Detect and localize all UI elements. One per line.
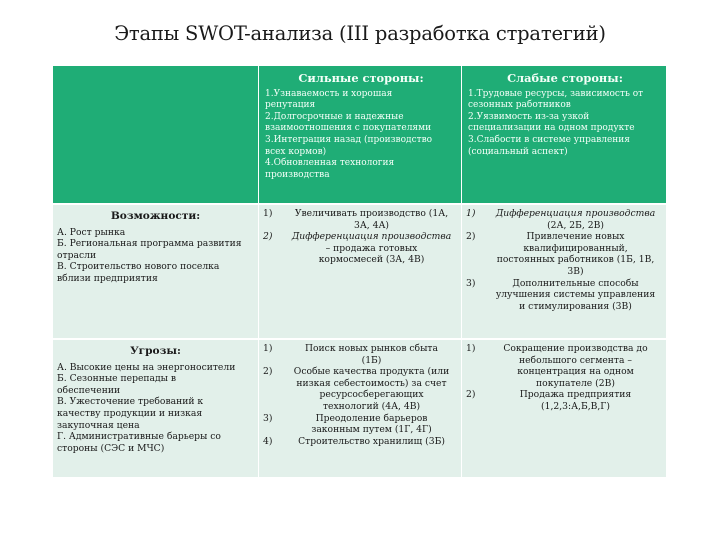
wt-item-line: Сокращение производства до — [503, 343, 648, 354]
threats-header: Угрозы: — [130, 345, 181, 357]
wo-item-number: 3) — [466, 277, 476, 289]
weaknesses-line: 1.Трудовые ресурсы, зависимость от — [468, 88, 644, 99]
strengths-line: 3.Интеграция назад (производство — [265, 134, 433, 145]
wo-item — [466, 231, 663, 277]
strengths-line: 1.Узнаваемость и хорошая — [265, 88, 393, 99]
so-item — [263, 231, 458, 266]
so-item-number: 1) — [263, 208, 273, 219]
wo-item-line: квалифицированный, — [523, 242, 628, 254]
wt-item-line: небольшого сегмента – — [519, 354, 632, 366]
threats-cell — [53, 338, 259, 477]
wt-item-line: Продажа предприятия — [519, 389, 632, 401]
opportunities-cell — [53, 203, 259, 338]
wo-item-line: 3В) — [567, 265, 584, 277]
st-item — [263, 343, 458, 366]
slide-title: Этапы SWOT-анализа (III разработка стратегий) — [114, 22, 606, 45]
st-item-line: законным путем (1Г, 4Г) — [311, 424, 432, 436]
wo-item-line: (2А, 2Б, 2В) — [547, 219, 604, 231]
wo-item-line: Привлечение новых — [526, 231, 625, 243]
corner-cell — [53, 66, 259, 203]
wt-item-line: (1,2,3:А,Б,В,Г) — [541, 400, 610, 412]
swot-table — [53, 66, 666, 477]
wo-item-line: Дополнительные способы — [512, 277, 639, 289]
so-item-line: кормосмесей (3А, 4В) — [318, 254, 425, 266]
opportunities-line: отрасли — [57, 249, 97, 261]
st-item-line: ресурсосберегающих — [319, 389, 424, 401]
table-header-row — [53, 66, 666, 203]
wo-item-number: 2) — [466, 231, 476, 243]
st-item-line: Строительство хранилищ (3Б) — [298, 435, 445, 447]
threats-line: Б. Сезонные перепады в — [57, 373, 177, 385]
threats-line: Г. Административные барьеры со — [57, 431, 221, 443]
weaknesses-line: (социальный аспект) — [468, 146, 568, 157]
wt-item — [466, 389, 663, 412]
wo-item — [466, 208, 663, 231]
threats-line: стороны (СЭС и МЧС) — [57, 442, 165, 454]
wt-strategies-cell — [462, 338, 666, 477]
st-item-line: Особые качества продукта (или — [293, 366, 450, 378]
so-item-line: Увеличивать производство (1А, — [294, 208, 449, 219]
wo-item-line: и стимулирования (3В) — [519, 300, 632, 312]
st-item-line: низкая себестоимость) за счет — [296, 377, 447, 389]
strengths-line: взаимоотношения с покупателями — [265, 123, 432, 134]
weaknesses-cell — [462, 66, 666, 203]
strengths-line: 2.Долгосрочные и надежные — [265, 111, 404, 122]
st-item — [263, 413, 458, 436]
strengths-header: Сильные стороны: — [298, 71, 424, 85]
so-item-line: 3А, 4А) — [353, 219, 390, 231]
wt-item-line: покупателе (2В) — [536, 377, 615, 389]
opportunities-line: Б. Региональная программа развития — [57, 238, 242, 250]
so-item-line: – продажа готовых — [325, 242, 418, 254]
threats-line: качеству продукции и низкая — [57, 407, 203, 419]
weaknesses-line: специализации на одном продукте — [468, 123, 635, 134]
st-item-number: 3) — [263, 412, 273, 424]
opportunities-header: Возможности: — [110, 210, 201, 222]
st-item — [263, 436, 458, 448]
threats-row — [53, 338, 666, 477]
so-item-line: Дифференциация производства — [291, 231, 452, 243]
weaknesses-header: Слабые стороны: — [507, 71, 623, 85]
strengths-line: 4.Обновленная технология — [265, 158, 395, 169]
wo-item-number: 1) — [466, 208, 476, 219]
wo-strategies-cell — [462, 203, 666, 338]
wo-item-line: улучшения системы управления — [495, 289, 656, 301]
st-strategies-cell — [259, 338, 462, 477]
wo-item-line: постоянных работников (1Б, 1В, — [496, 254, 655, 266]
so-item-number: 2) — [263, 231, 273, 243]
wo-item-line: Дифференциация производства — [495, 208, 656, 219]
strengths-line: всех кормов) — [265, 146, 327, 157]
weaknesses-line: 2.Уязвимость из-за узкой — [468, 111, 590, 122]
st-item — [263, 366, 458, 412]
st-item-number: 4) — [263, 435, 273, 447]
threats-line: обеспечении — [57, 384, 121, 396]
st-item-number: 1) — [263, 343, 273, 354]
weaknesses-line: 3.Слабости в системе управления — [468, 134, 630, 145]
wo-item — [466, 278, 663, 313]
strengths-cell — [259, 66, 462, 203]
st-item-line: Преодоление барьеров — [315, 412, 428, 424]
opportunities-row — [53, 203, 666, 338]
wt-item — [466, 343, 663, 389]
threats-line: А. Высокие цены на энергоносители — [57, 361, 236, 373]
so-strategies-cell — [259, 203, 462, 338]
threats-line: В. Ужесточение требований к — [57, 396, 204, 408]
st-item-line: (1Б) — [361, 354, 382, 366]
wt-item-number: 2) — [466, 389, 476, 401]
st-item-number: 2) — [263, 366, 273, 378]
strengths-line: производства — [265, 169, 330, 180]
st-item-line: технологий (4А, 4В) — [322, 400, 421, 412]
strengths-line: репутация — [265, 100, 316, 111]
opportunities-line: вблизи предприятия — [57, 272, 158, 284]
st-item-line: Поиск новых рынков сбыта — [305, 343, 438, 354]
threats-line: закупочная цена — [57, 419, 140, 431]
weaknesses-line: сезонных работников — [468, 100, 571, 111]
so-item — [263, 208, 458, 231]
wt-item-number: 1) — [466, 343, 476, 354]
wt-item-line: концентрация на одном — [517, 366, 634, 378]
opportunities-line: В. Строительство нового поселка — [57, 261, 220, 273]
opportunities-line: А. Рост рынка — [57, 226, 126, 238]
